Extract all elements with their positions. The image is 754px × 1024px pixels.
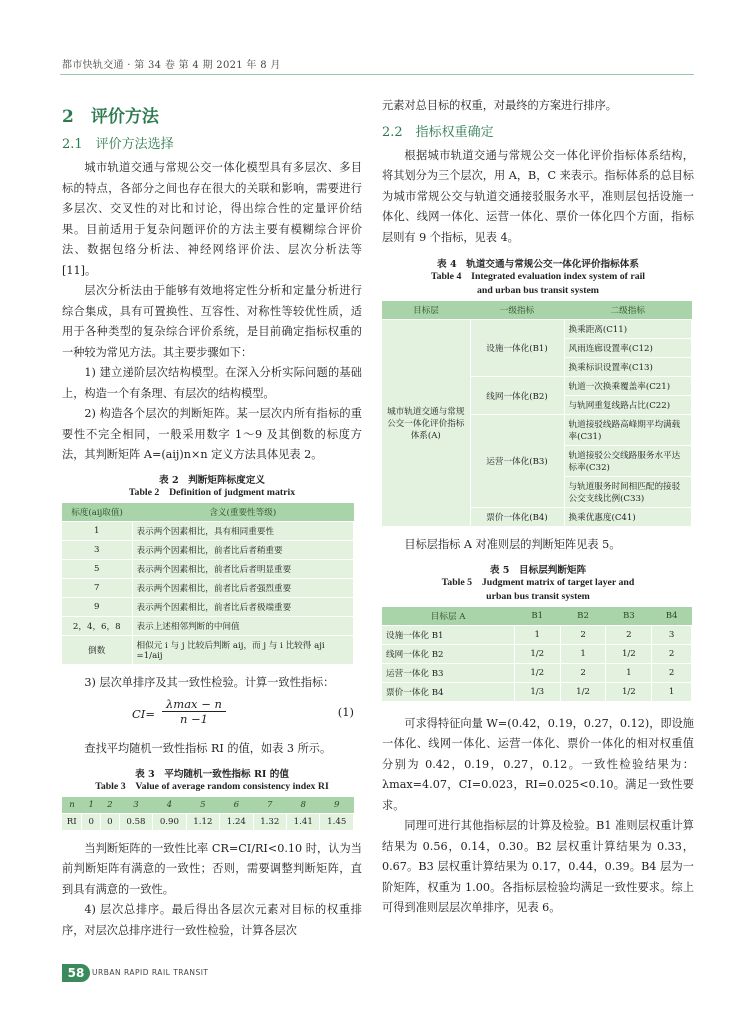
table5-cell: 2 bbox=[560, 625, 606, 644]
table2-caption-cn: 表 2 判断矩阵标度定义 bbox=[159, 474, 265, 486]
table3 bbox=[62, 797, 354, 831]
table2-header: 标度(aij取值) bbox=[62, 503, 132, 522]
subsection-title-2-2: 2.2 指标权重确定 bbox=[382, 124, 494, 140]
table2-cell-meaning: 相似元 i 与 j 比较后判断 aij，而 j 与 i 比较得 aji =1/aij bbox=[132, 635, 354, 664]
table5-cell: 运营一体化 B3 bbox=[382, 663, 514, 682]
formula-numerator: λmax − n bbox=[162, 697, 226, 712]
formula-ci bbox=[62, 695, 362, 737]
table5-row bbox=[382, 663, 692, 682]
table5-header: B1 bbox=[514, 607, 560, 626]
table3-header: 2 bbox=[101, 797, 120, 814]
table3-header: n bbox=[62, 797, 82, 814]
table2-row bbox=[62, 597, 354, 616]
table5-header: B4 bbox=[652, 607, 692, 626]
table3-cell: 0.90 bbox=[153, 813, 186, 830]
table5-header: B3 bbox=[606, 607, 652, 626]
table5-cell: 1/3 bbox=[514, 682, 560, 701]
table2-row bbox=[62, 521, 354, 540]
paragraph: 可求得特征向量 W=(0.42，0.19，0.27，0.12)，即设施一体化、线网一体化、运营一体化、票价一体化的相对权重值分别为 0.42，0.19，0.27，0.12。一致性检验结果为：λmax=4.07，CI=0.023，RI=0.025<0.10。满足一致性要求。 bbox=[382, 716, 694, 812]
table4-level1: 票价一体化(B4) bbox=[470, 508, 564, 527]
table5-header: 目标层 A bbox=[382, 607, 514, 626]
paragraph: 当判断矩阵的一致性比率 CR=CI/RI<0.10 时，认为当前判断矩阵有满意的一致性；否则，需要调整判断矩阵，直到具有满意的一致性。 bbox=[62, 841, 362, 896]
table3-cell: 1.32 bbox=[253, 813, 286, 830]
table5-cell: 1/2 bbox=[560, 682, 606, 701]
table3-cell: 0 bbox=[101, 813, 120, 830]
table4-level2: 风雨连廊设置率(C12) bbox=[564, 339, 692, 358]
table3-cell: 1.24 bbox=[220, 813, 253, 830]
paragraph: 同理可进行其他指标层的计算及检验。B1 准则层权重计算结果为 0.56，0.14，0.30。B2 层权重计算结果为 0.33，0.67。B3 层权重计算结果为 0.17，0.44，0.39。B4 层为一阶矩阵，权重为 1.00。各指标层检验均满足一致性要求。综上可得到准则层层次单排序，见表 6。 bbox=[382, 819, 694, 914]
table3-cell: 1.12 bbox=[186, 813, 219, 830]
table4-level1: 运营一体化(B3) bbox=[470, 415, 564, 508]
table4-caption-en-2: and urban bus transit system bbox=[477, 285, 599, 296]
table5-cell: 2 bbox=[560, 663, 606, 682]
table4-level2: 换乘优惠度(C41) bbox=[564, 508, 692, 527]
table5-cell: 2 bbox=[652, 663, 692, 682]
table2-row bbox=[62, 616, 354, 635]
table2-row bbox=[62, 578, 354, 597]
table5-cell: 1/2 bbox=[606, 682, 652, 701]
paragraph: 根据城市轨道交通与常规公交一体化评价指标体系结构，将其划分为三个层次，用 A，B，C 来表示。指标体系的总目标为城市常规公交与轨道交通接驳服务水平，准则层包括设施一体化、线网一体化、运营一体化、票价一体化四个方面，指标层则有 9 个指标，见表 4。 bbox=[382, 148, 694, 244]
table3-cell: 0 bbox=[82, 813, 101, 830]
table5-cell: 1 bbox=[514, 625, 560, 644]
page-number: 58 bbox=[62, 964, 90, 982]
table5-caption-en-1: Table 5 Judgment matrix of target layer and bbox=[441, 576, 635, 588]
table4-header: 一级指标 bbox=[470, 301, 564, 320]
table4-caption-cn: 表 4 轨道交通与常规公交一体化评价指标体系 bbox=[437, 259, 639, 270]
table4-header: 目标层 bbox=[382, 301, 470, 320]
table2-cell-scale: 倒数 bbox=[62, 635, 132, 664]
table3-header: 4 bbox=[153, 797, 186, 814]
formula-denominator: n −1 bbox=[179, 712, 208, 726]
table2-row bbox=[62, 540, 354, 559]
header-rule bbox=[60, 74, 694, 75]
journal-name-en: URBAN RAPID RAIL TRANSIT bbox=[92, 968, 209, 977]
table5-cell: 1 bbox=[652, 682, 692, 701]
table4-level2: 与轨网重复线路占比(C22) bbox=[564, 396, 692, 415]
table3-cell: 0.58 bbox=[119, 813, 152, 830]
table5-row bbox=[382, 644, 692, 663]
table2-cell-scale: 9 bbox=[62, 597, 132, 616]
table2-cell-meaning: 表示两个因素相比，前者比后者明显重要 bbox=[132, 559, 354, 578]
table2-cell-scale: 2，4，6，8 bbox=[62, 616, 132, 635]
table3-cell: RI bbox=[62, 813, 82, 830]
table2-cell-scale: 1 bbox=[62, 521, 132, 540]
table4-level1: 线网一体化(B2) bbox=[470, 377, 564, 415]
paragraph: 2) 构造各个层次的判断矩阵。某一层次内所有指标的重要性不完全相同，一般采用数字 1～9 及其倒数的标度方法，其判断矩阵 A=(aij)n×n 定义方法具体见表 2。 bbox=[62, 407, 362, 461]
right-column bbox=[382, 96, 694, 919]
table4-level2: 轨道一次换乘覆盖率(C21) bbox=[564, 377, 692, 396]
paragraph: 4) 层次总排序。最后得出各层次元素对目标的权重排序，对层次总排序进行一致性检验，计算各层次 bbox=[62, 903, 362, 937]
table2-cell-scale: 7 bbox=[62, 578, 132, 597]
table2-header: 含义(重要性等级) bbox=[132, 503, 354, 522]
table5-cell: 2 bbox=[606, 625, 652, 644]
table4-level1: 设施一体化(B1) bbox=[470, 320, 564, 377]
table4-level2: 与轨道服务时间相匹配的接驳公交支线比例(C33) bbox=[564, 477, 692, 508]
table4-level2: 换乘距离(C11) bbox=[564, 320, 692, 339]
table3-header: 7 bbox=[253, 797, 286, 814]
left-column bbox=[62, 96, 362, 941]
table5-cell: 设施一体化 B1 bbox=[382, 625, 514, 644]
table5-caption-cn: 表 5 目标层判断矩阵 bbox=[489, 564, 587, 576]
paragraph: 城市轨道交通与常规公交一体化模型具有多层次、多目标的特点，各部分之间也存在很大的关联和影响，需要进行多层次、交叉性的对比和讨论，得出综合性的定量评价结果。目前适用于复杂问题评价的方法主要有模糊综合评价法、数据包络分析法、神经网络评价法、层次分析法等[11]。 bbox=[62, 161, 362, 277]
table2-cell-scale: 5 bbox=[62, 559, 132, 578]
table3-cell: 1.45 bbox=[320, 813, 354, 830]
table4-caption-en-1: Table 4 Integrated evaluation index system of rail bbox=[430, 271, 646, 282]
table5-cell: 1/2 bbox=[514, 663, 560, 682]
table5-cell: 线网一体化 B2 bbox=[382, 644, 514, 663]
table2-cell-meaning: 表示两个因素相比，前者比后者极端重要 bbox=[132, 597, 354, 616]
running-header: 都市快轨交通 · 第 34 卷 第 4 期 2021 年 8 月 bbox=[62, 60, 281, 71]
table5-cell: 1 bbox=[560, 644, 606, 663]
section-title: 2 评价方法 bbox=[62, 107, 159, 127]
paragraph: 元素对总目标的权重，对最终的方案进行排序。 bbox=[382, 99, 617, 112]
table4-goal: 城市轨道交通与常规公交一体化评价指标体系(A) bbox=[382, 320, 470, 527]
table4-level2: 换乘标识设置率(C13) bbox=[564, 358, 692, 377]
table5-row bbox=[382, 682, 692, 701]
table5-cell: 1/2 bbox=[514, 644, 560, 663]
paragraph: 层次分析法由于能够有效地将定性分析和定量分析进行综合集成，具有可置换性、互容性、对称性等较优性质，适用于各种类型的复杂综合评价系统，是目前确定指标权重的一种较为常见方法。其主要步骤如下： bbox=[62, 284, 362, 359]
table3-caption-en: Table 3 Value of average random consistency index RI bbox=[95, 780, 329, 792]
table5-cell: 1 bbox=[606, 663, 652, 682]
table3-header: 8 bbox=[287, 797, 320, 814]
table2-cell-meaning: 表示两个因素相比，前者比后者稍重要 bbox=[132, 540, 354, 559]
paragraph: 查找平均随机一致性指标 RI 的值，如表 3 所示。 bbox=[84, 742, 332, 755]
table4 bbox=[382, 301, 692, 527]
paragraph: 1) 建立递阶层次结构模型。在深入分析实际问题的基础上，构造一个有条理、有层次的结构模型。 bbox=[62, 366, 362, 400]
table3-header: 1 bbox=[82, 797, 101, 814]
formula-lhs: CI= bbox=[132, 707, 155, 721]
table5-cell: 1/2 bbox=[606, 644, 652, 663]
table4-row bbox=[382, 320, 692, 339]
table5-row bbox=[382, 625, 692, 644]
table4-level2: 轨道接驳公交线路服务水平达标率(C32) bbox=[564, 446, 692, 477]
table5-header: B2 bbox=[560, 607, 606, 626]
table3-header: 3 bbox=[119, 797, 152, 814]
table2-cell-scale: 3 bbox=[62, 540, 132, 559]
table5-caption-en-2: urban bus transit system bbox=[486, 590, 590, 602]
table5-cell: 3 bbox=[652, 625, 692, 644]
table2-row bbox=[62, 635, 354, 664]
paragraph: 目标层指标 A 对准则层的判断矩阵见表 5。 bbox=[404, 538, 621, 551]
table2 bbox=[62, 503, 354, 665]
table2-cell-meaning: 表示两个因素相比，具有相同重要性 bbox=[132, 521, 354, 540]
table3-cell: 1.41 bbox=[287, 813, 320, 830]
table2-caption-en: Table 2 Definition of judgment matrix bbox=[128, 486, 296, 498]
table2-row bbox=[62, 559, 354, 578]
table3-header: 9 bbox=[320, 797, 354, 814]
table5 bbox=[382, 607, 692, 702]
paragraph: 3) 层次单排序及其一致性检验。计算一致性指标： bbox=[84, 675, 335, 689]
subsection-title-2-1: 2.1 评价方法选择 bbox=[62, 137, 174, 152]
table4-header: 二级指标 bbox=[564, 301, 692, 320]
table3-header: 5 bbox=[186, 797, 219, 814]
table2-cell-meaning: 表示上述相邻判断的中间值 bbox=[132, 616, 354, 635]
table5-cell: 2 bbox=[652, 644, 692, 663]
table3-caption-cn: 表 3 平均随机一致性指标 RI 的值 bbox=[135, 768, 289, 780]
equation-number: (1) bbox=[337, 705, 354, 719]
table2-cell-meaning: 表示两个因素相比，前者比后者强烈重要 bbox=[132, 578, 354, 597]
table5-cell: 票价一体化 B4 bbox=[382, 682, 514, 701]
table4-level2: 轨道接驳线路高峰期平均满载率(C31) bbox=[564, 415, 692, 446]
table3-header: 6 bbox=[220, 797, 253, 814]
